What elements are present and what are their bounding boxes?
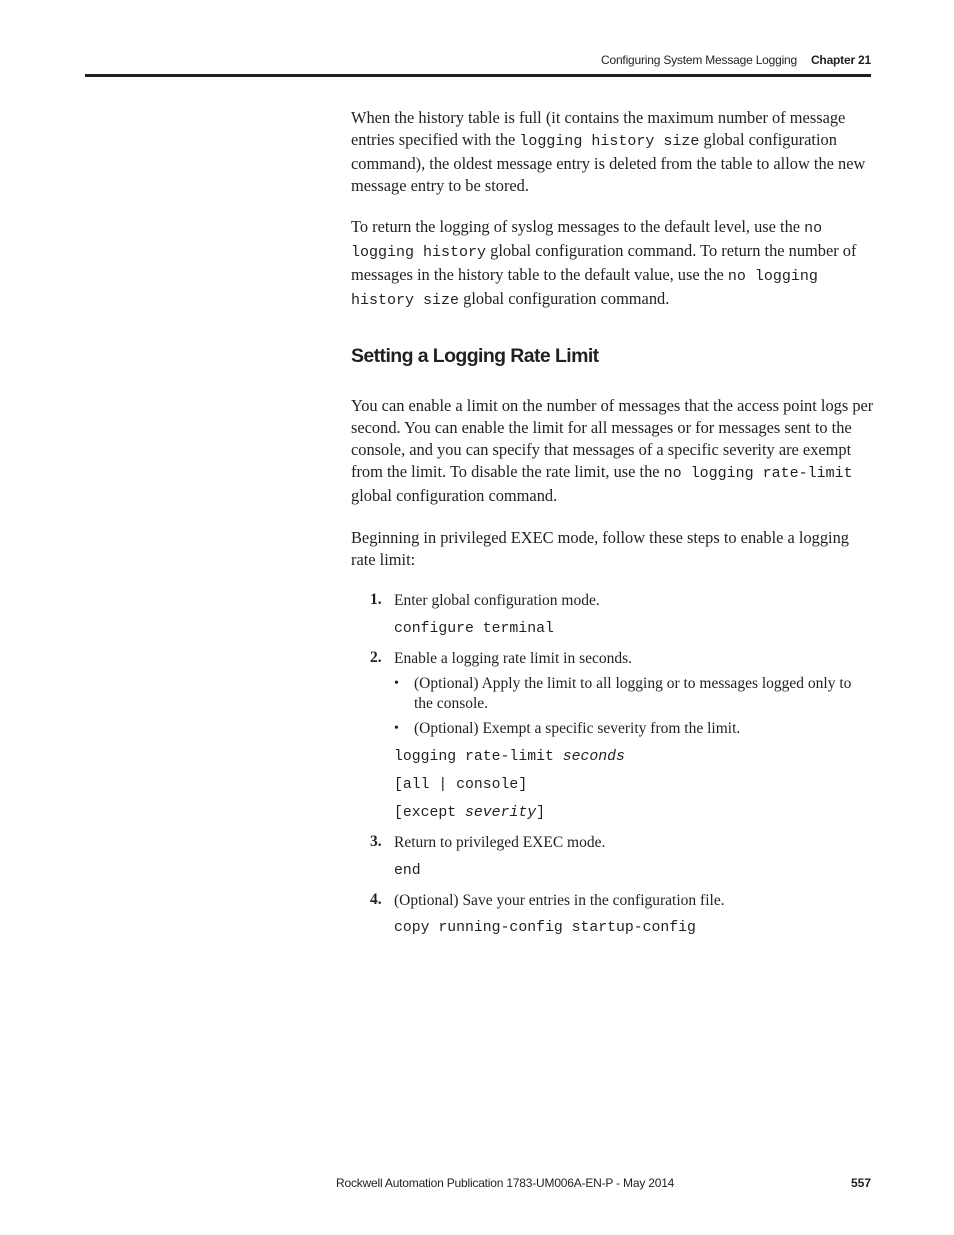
text-run: global configuration command), the oldest message entry is deleted from the table to allow the new message entry to be stored.	[351, 130, 866, 195]
bullet-text: (Optional) Exempt a specific severity from the limit.	[414, 720, 741, 737]
header-rule	[85, 74, 871, 77]
text-run: global configuration command.	[351, 486, 558, 505]
code-line: end	[394, 863, 421, 879]
code-argument: severity	[465, 805, 537, 821]
step-number: 2.	[370, 649, 382, 666]
inline-command: no logging rate-limit	[663, 465, 853, 482]
code-line: [all | console]	[394, 777, 528, 793]
page-header	[0, 0, 954, 80]
paragraph-rate-limit-intro	[351, 395, 876, 507]
step-number: 1.	[370, 591, 382, 608]
bullet-icon: •	[394, 676, 399, 691]
code-line	[394, 805, 545, 821]
code-line: copy running-config startup-config	[394, 920, 696, 936]
inline-command: logging history size	[519, 133, 700, 150]
code-text: ]	[536, 805, 545, 821]
section-heading: Setting a Logging Rate Limit	[351, 345, 599, 367]
inline-command: no logging history	[351, 220, 823, 261]
code-text: logging rate-limit	[394, 749, 563, 765]
bullet-text: (Optional) Apply the limit to all logging or to messages logged only to the console.	[414, 675, 852, 712]
step-text: Enter global configuration mode.	[394, 592, 600, 609]
step-text: Return to privileged EXEC mode.	[394, 834, 606, 851]
code-argument: seconds	[562, 749, 625, 765]
text-run: global configuration command. To return the number of messages in the history table to the default value, use the	[351, 241, 857, 284]
footer-publication: Rockwell Automation Publication 1783-UM006A-EN-P - May 2014	[336, 1176, 675, 1190]
inline-command: no logging history size	[351, 268, 818, 309]
paragraph-history-table-full	[351, 107, 876, 197]
paragraph-return-default	[351, 216, 876, 312]
step-text: (Optional) Save your entries in the configuration file.	[394, 892, 725, 909]
bullet-icon: •	[394, 721, 399, 736]
code-text: [except	[394, 805, 466, 821]
step-number: 4.	[370, 891, 382, 908]
code-line	[394, 749, 625, 765]
code-line: configure terminal	[394, 621, 554, 637]
step-text: Enable a logging rate limit in seconds.	[394, 650, 633, 667]
text-run: To return the logging of syslog messages to the default level, use the	[351, 217, 805, 236]
text-run: You can enable a limit on the number of messages that the access point logs per second. You can enable the limit for all messages or for messages sent to the console, and you can specify that messages of a specific severity are exempt from the limit. To disable the rate limit, use the	[351, 396, 874, 481]
step-number: 3.	[370, 833, 382, 850]
paragraph-steps-intro: Beginning in privileged EXEC mode, follow these steps to enable a logging rate limit:	[351, 528, 850, 569]
text-run: When the history table is full (it contains the maximum number of message entries specified with the	[351, 108, 846, 149]
running-header-chapter: Chapter 21	[810, 53, 871, 67]
running-header-section: Configuring System Message Logging	[601, 53, 797, 67]
text-run: global configuration command.	[459, 289, 670, 308]
page-number: 557	[850, 1176, 871, 1190]
